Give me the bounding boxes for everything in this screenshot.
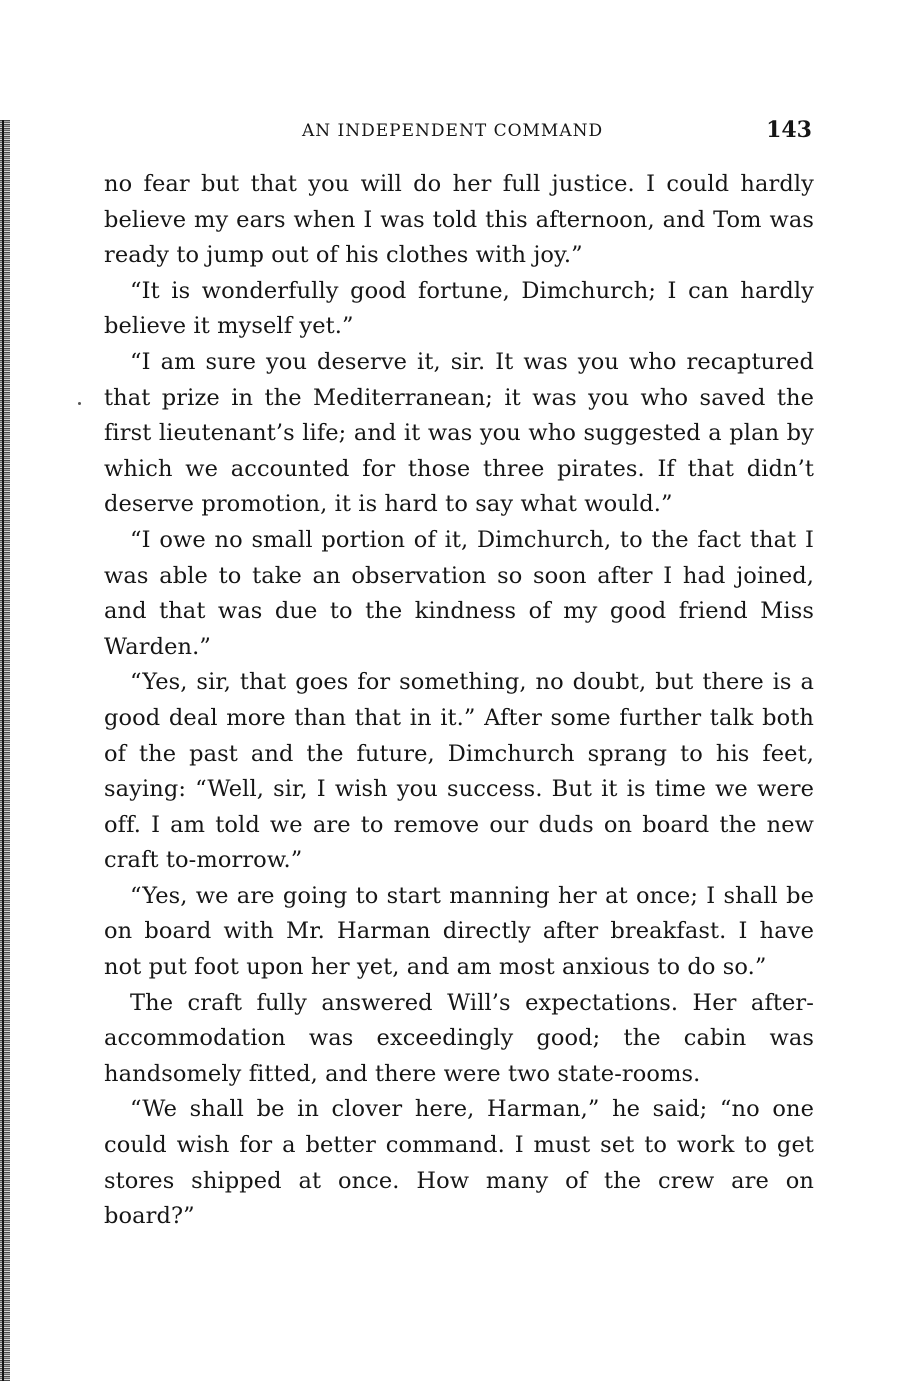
stray-ink-mark (78, 402, 81, 405)
paragraph: “It is wonderfully good fortune, Dimchurch; I can hardly believe it myself yet.” (104, 277, 814, 340)
paragraph: “We shall be in clover here, Harman,” he said; “no one could wish for a better command. I must set to work to get stores shipped at once. How many of the crew are on board?” (104, 1096, 814, 1230)
paragraph: “I owe no small portion of it, Dimchurch, to the fact that I was able to take an observation so soon after I had joined, and that was due to the kindness of my good friend Miss Warden.” (104, 526, 814, 660)
paragraph: “Yes, sir, that goes for something, no doubt, but there is a good deal more than that in it.” After some further talk both of the past and the future, Dimchurch sprang to his feet, saying: “Well, sir, I wish you success. But it is time we were off. I am told we are to remove our duds on board the new craft to-morrow.” (104, 669, 814, 874)
page-number: 143 (766, 117, 812, 143)
paragraph: The craft fully answered Will’s expectations. Her after-accommodation was exceedingly good; the cabin was handsomely fitted, and there were two state-rooms. (104, 989, 814, 1087)
paragraph: “I am sure you deserve it, sir. It was you who recaptured that prize in the Mediterranean; it was you who saved the first lieutenant’s life; and it was you who suggested a plan by which we accounted for those three pirates. If that didn’t deserve promotion, it is hard to say what would.” (104, 348, 814, 518)
book-page (104, 113, 814, 1235)
body-text (104, 167, 814, 1235)
paragraph: “Yes, we are going to start manning her at once; I shall be on board with Mr. Harman directly after breakfast. I have not put foot upon her yet, and am most anxious to do so.” (104, 882, 814, 981)
paragraph-continued: no fear but that you will do her full justice. I could hardly believe my ears when I was told this afternoon, and Tom was ready to jump out of his clothes with joy.” (104, 171, 814, 269)
binding-edge-line (2, 120, 4, 1381)
running-title: AN INDEPENDENT COMMAND (302, 121, 604, 141)
page-header (104, 113, 814, 153)
